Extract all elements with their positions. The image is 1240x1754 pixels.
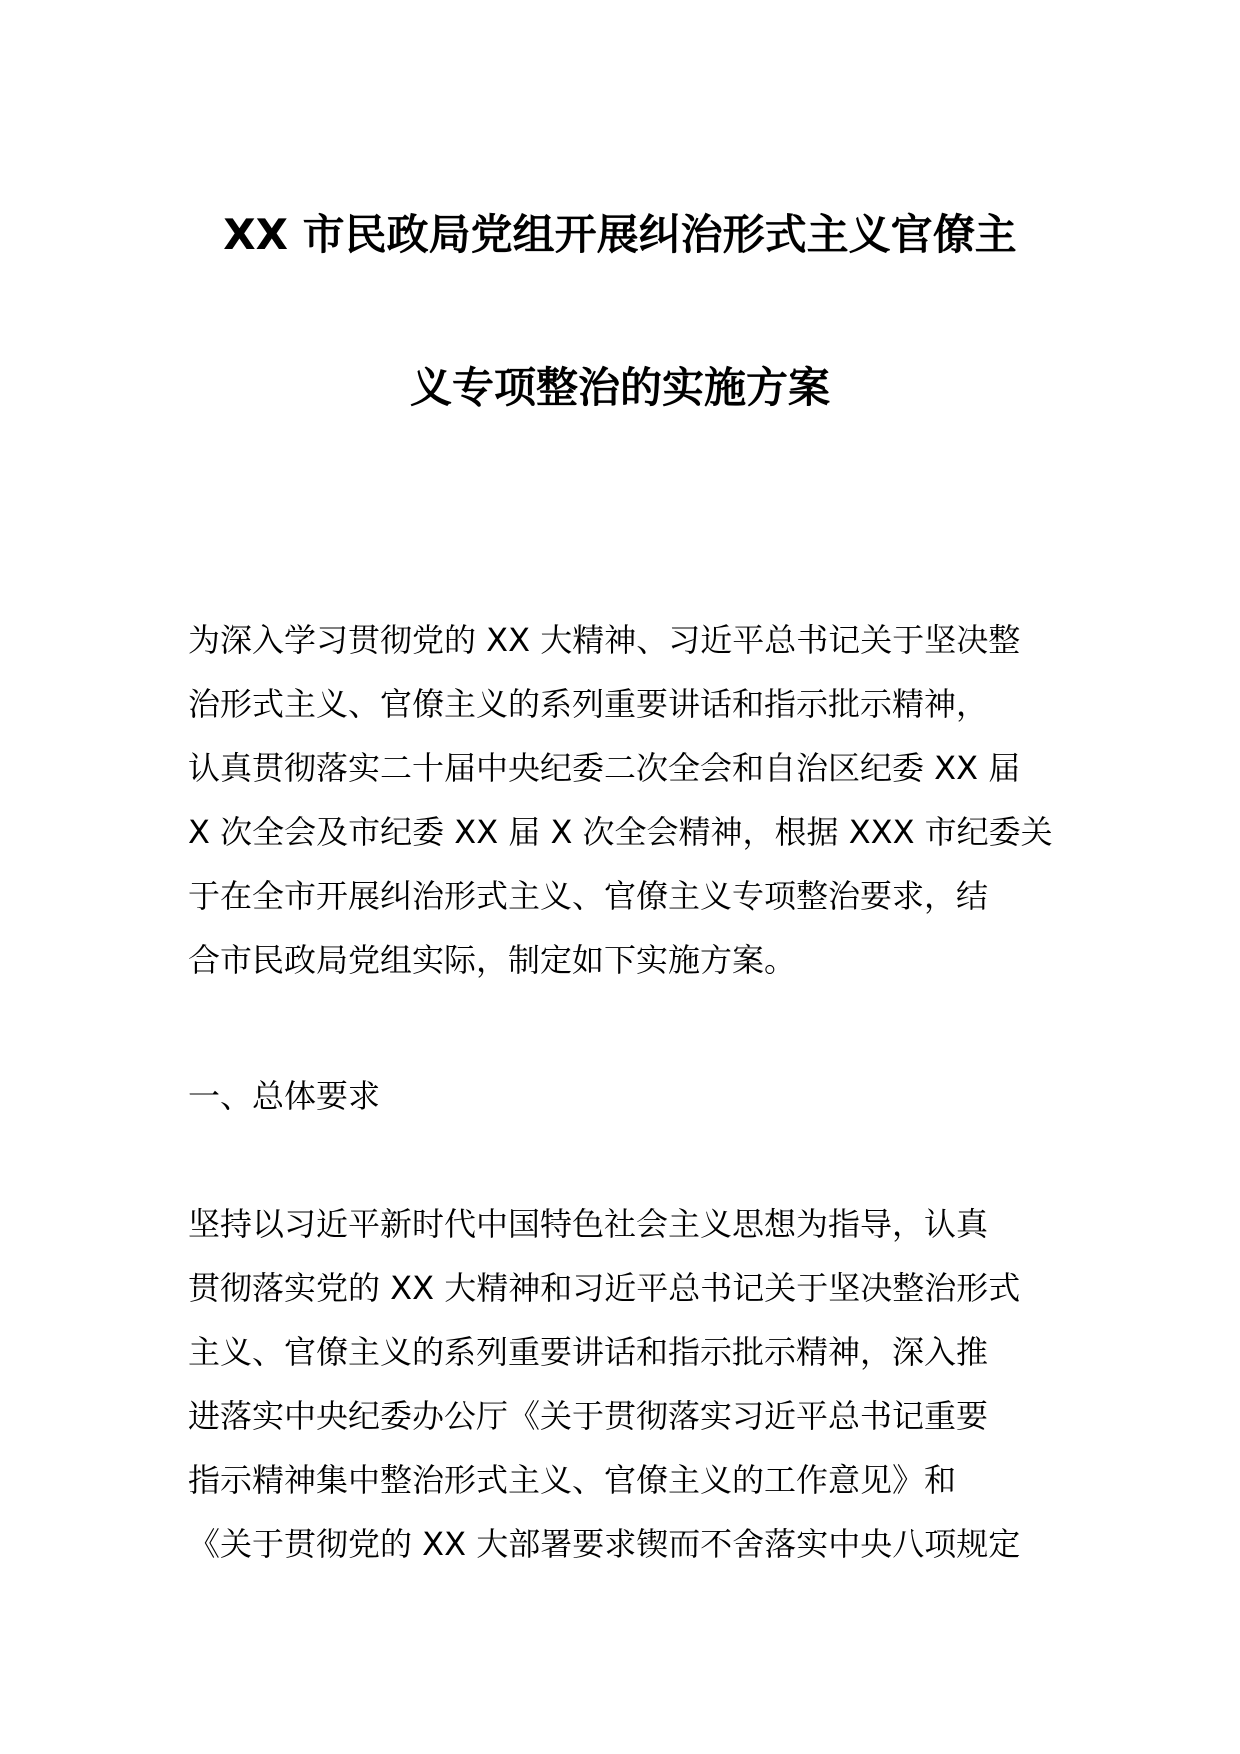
paragraph-line: 于在全市开展纠治形式主义、官僚主义专项整治要求，结	[188, 877, 989, 915]
paragraph-line: 贯彻落实党的 XX 大精神和习近平总书记关于坚决整治形式	[188, 1269, 1021, 1307]
intro-paragraph	[188, 608, 1054, 992]
section-heading-text: 一、总体要求	[188, 1077, 381, 1115]
section-heading	[188, 1064, 1054, 1128]
paragraph-line: 进落实中央纪委办公厅《关于贯彻落实习近平总书记重要	[188, 1397, 989, 1435]
paragraph-line: 《关于贯彻党的 XX 大部署要求锲而不舍落实中央八项规定	[188, 1525, 1021, 1563]
body-paragraph	[188, 1192, 1054, 1576]
paragraph-line: 主义、官僚主义的系列重要讲话和指示批示精神，深入推	[188, 1333, 989, 1371]
document-title-line-1: XX 市民政局党组开展纠治形式主义官僚主	[223, 210, 1017, 259]
paragraph-line: 治形式主义、官僚主义的系列重要讲话和指示批示精神，	[188, 685, 989, 723]
paragraph-line: X 次全会及市纪委 XX 届 X 次全会精神，根据 XXX 市纪委关	[188, 813, 1053, 851]
document-title-line-2: 义专项整治的实施方案	[409, 363, 830, 412]
paragraph-line: 合市民政局党组实际，制定如下实施方案。	[188, 941, 797, 979]
paragraph-line: 认真贯彻落实二十届中央纪委二次全会和自治区纪委 XX 届	[188, 749, 1021, 787]
paragraph-line: 指示精神集中整治形式主义、官僚主义的工作意见》和	[188, 1461, 957, 1499]
paragraph-line: 为深入学习贯彻党的 XX 大精神、习近平总书记关于坚决整	[188, 621, 1021, 659]
paragraph-line: 坚持以习近平新时代中国特色社会主义思想为指导，认真	[188, 1205, 989, 1243]
